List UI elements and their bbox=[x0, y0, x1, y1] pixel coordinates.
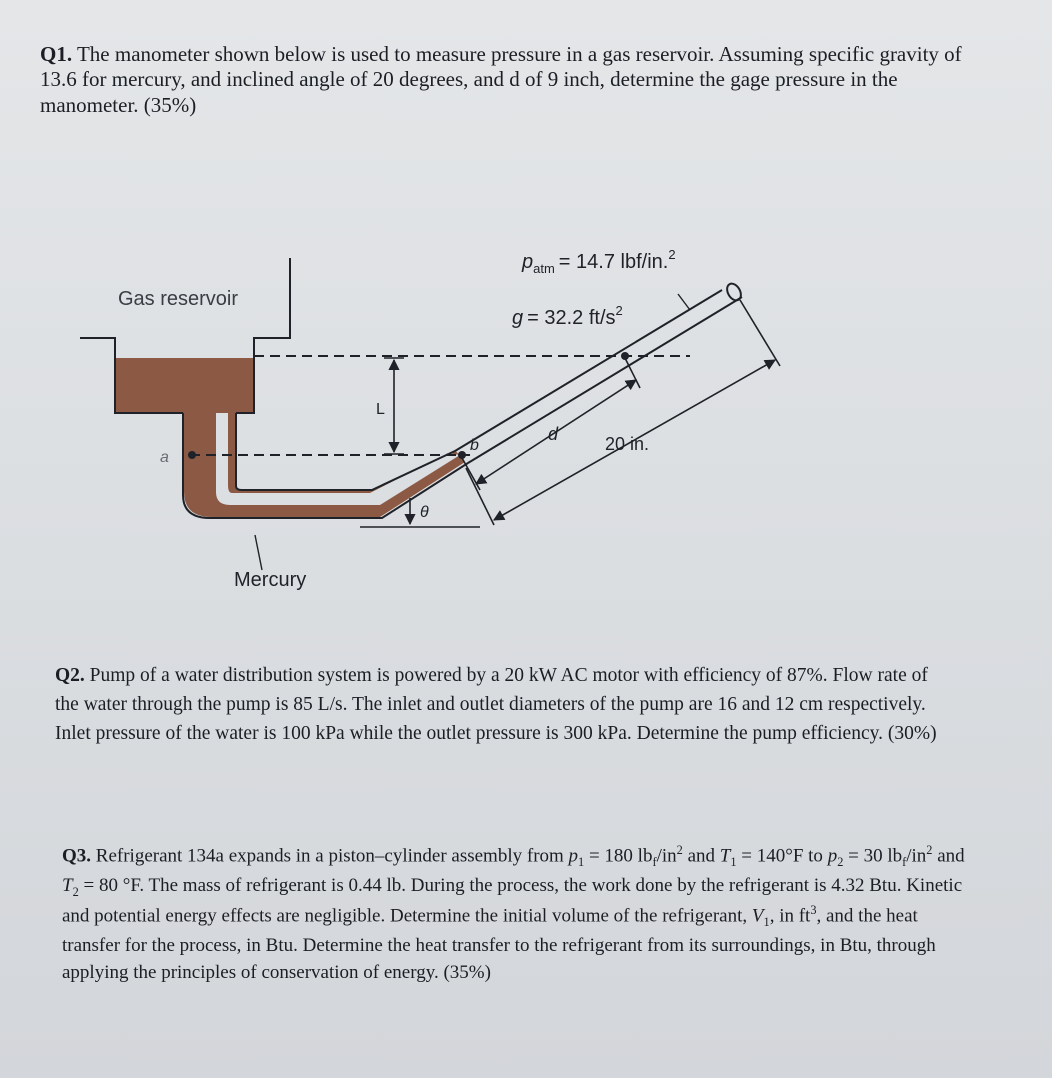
mercury-fill bbox=[115, 358, 465, 517]
q3-p2: p bbox=[827, 845, 838, 867]
q3-exp-2: 2 bbox=[926, 843, 933, 857]
q3-V1-sub: 1 bbox=[763, 914, 770, 929]
q3-V1: V bbox=[751, 905, 764, 927]
dimension-L bbox=[384, 358, 404, 454]
patm-value: = 14.7 lbf/in. bbox=[558, 251, 669, 273]
g-label bbox=[512, 303, 623, 329]
label-20in: 20 in. bbox=[605, 434, 650, 454]
g-exp: 2 bbox=[615, 303, 623, 318]
dimension-20in bbox=[466, 300, 780, 525]
q3-unit-2: f bbox=[902, 855, 907, 870]
q3-p1-sub: 1 bbox=[578, 855, 585, 870]
q3-text-1: Refrigerant 134a expands in a piston–cylinder assembly from bbox=[95, 845, 569, 867]
q3-T2-sub: 2 bbox=[72, 884, 79, 899]
patm-label bbox=[521, 247, 676, 276]
q3-unit-1: f bbox=[652, 855, 657, 870]
q3-text-11: , and the heat transfer for the process, in Btu. Determine the heat transfer to the refrigerant from its surroundings, in Btu, through applying the principles of conservation of energy. (35%) bbox=[62, 905, 936, 984]
q3-text-2: = 180 lb bbox=[584, 845, 653, 867]
q3-exp-1: 2 bbox=[676, 843, 683, 857]
q3-text-9: = 80 °F. The mass of refrigerant is 0.44 lb. During the process, the work done by the refrigerant is 4.32 Btu. Kinetic and potential energy effects are negligible. Determine the initial volume of the refrigerant, bbox=[62, 875, 963, 927]
q3-text-4: and bbox=[682, 845, 720, 867]
question-2-number: Q2. bbox=[55, 665, 85, 686]
q3-T1: T bbox=[719, 845, 731, 867]
question-1-text: The manometer shown below is used to measure pressure in a gas reservoir. Assuming specific gravity of 13.6 for mercury, and inclined angle of 20 degrees, and d of 9 inch, determine the gage pressure in the manometer. (35%) bbox=[40, 42, 962, 117]
g-value: = 32.2 ft/s bbox=[527, 307, 616, 329]
q3-exp-3: 3 bbox=[810, 902, 817, 917]
label-b: b bbox=[470, 437, 479, 454]
q3-text-6: = 30 lb bbox=[843, 845, 903, 867]
patm-sub: atm bbox=[533, 261, 555, 276]
label-d: d bbox=[548, 424, 559, 444]
question-1-number: Q1. bbox=[40, 42, 73, 66]
q3-text-5: = 140°F to bbox=[736, 845, 828, 867]
patm-symbol: p bbox=[522, 251, 534, 273]
q3-text-10: , in ft bbox=[769, 905, 811, 927]
g-symbol: g bbox=[512, 307, 524, 329]
q3-T2: T bbox=[62, 875, 73, 897]
q3-text-8: and bbox=[932, 845, 965, 867]
label-a: a bbox=[160, 449, 169, 466]
gas-reservoir-label: Gas reservoir bbox=[118, 288, 239, 310]
q3-text-3: /in bbox=[656, 845, 677, 867]
label-theta: θ bbox=[420, 504, 429, 521]
question-3 bbox=[62, 842, 972, 987]
label-L: L bbox=[376, 401, 385, 418]
question-2-text: Pump of a water distribution system is powered by a 20 kW AC motor with efficiency of 87%. Flow rate of the water through the pump is 85 L/s. The inlet and outlet diameters of the pump are 16 and 12 cm respectively. Inlet pressure of the water is 100 kPa while the outlet pressure is 300 kPa. Determine the pump efficiency. (30%) bbox=[55, 665, 937, 744]
q3-p1: p bbox=[568, 845, 579, 867]
q3-p2-sub: 2 bbox=[837, 855, 844, 870]
q3-text-7: /in bbox=[906, 845, 927, 867]
leader-lines bbox=[255, 294, 690, 570]
question-2 bbox=[55, 662, 955, 749]
mercury-label: Mercury bbox=[234, 569, 307, 591]
question-3-number: Q3. bbox=[62, 845, 92, 867]
q3-T1-sub: 1 bbox=[730, 855, 737, 870]
patm-exp: 2 bbox=[668, 247, 676, 262]
